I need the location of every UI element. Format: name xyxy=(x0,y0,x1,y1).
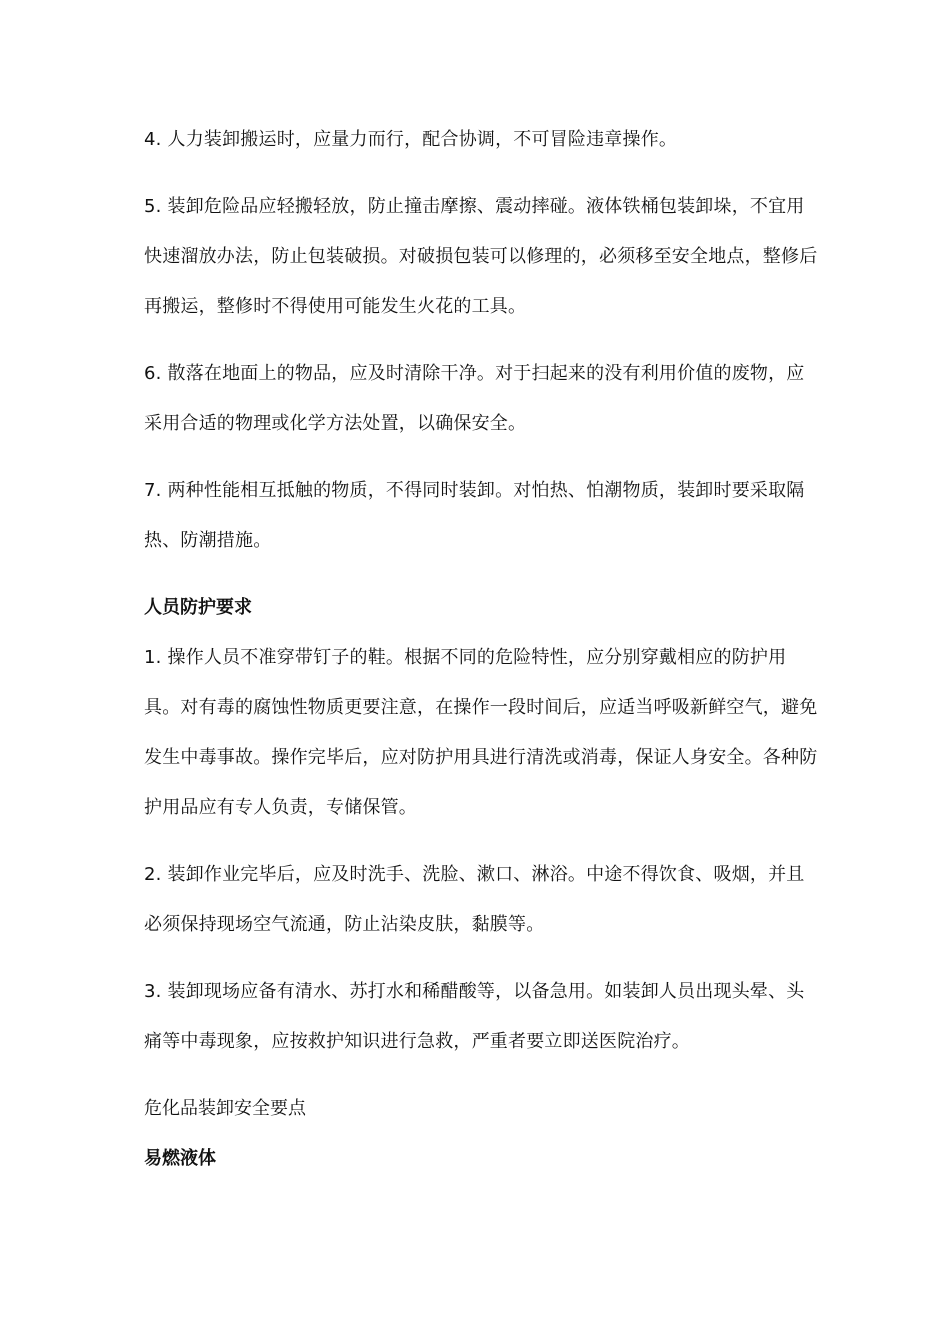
section-heading-flammable-liquids: 易燃液体 xyxy=(144,1148,216,1169)
paragraph-item-6: 6. 散落在地面上的物品，应及时清除干净。对于扫起来的没有利用价值的废物，应采用合适的物理或化学方法处置，以确保安全。 xyxy=(144,363,805,434)
paragraph-protection-1: 1. 操作人员不准穿带钉子的鞋。根据不同的危险特性，应分别穿戴相应的防护用具。对有毒的腐蚀性物质更要注意，在操作一段时间后，应适当呼吸新鲜空气，避免发生中毒事故。操作完毕后，应对防护用具进行清洗或消毒，保证人身安全。各种防护用品应有专人负责，专储保管。 xyxy=(144,647,818,818)
paragraph-item-5: 5. 装卸危险品应轻搬轻放，防止撞击摩擦、震动摔碰。液体铁桶包装卸垛，不宜用快速溜放办法，防止包装破损。对破损包装可以修理的，必须移至安全地点，整修后再搬运，整修时不得使用可能发生火花的工具。 xyxy=(144,196,818,317)
paragraph-protection-2: 2. 装卸作业完毕后，应及时洗手、洗脸、漱口、淋浴。中途不得饮食、吸烟，并且必须保持现场空气流通，防止沾染皮肤，黏膜等。 xyxy=(144,864,805,935)
section-title-loading-safety: 危化品装卸安全要点 xyxy=(144,1098,306,1119)
paragraph-protection-3: 3. 装卸现场应备有清水、苏打水和稀醋酸等，以备急用。如装卸人员出现头晕、头痛等中毒现象，应按救护知识进行急救，严重者要立即送医院治疗。 xyxy=(144,981,805,1052)
paragraph-item-7: 7. 两种性能相互抵触的物质，不得同时装卸。对怕热、怕潮物质，装卸时要采取隔热、防潮措施。 xyxy=(144,480,805,551)
section-heading-personnel-protection: 人员防护要求 xyxy=(144,597,252,618)
paragraph-item-4: 4. 人力装卸搬运时，应量力而行，配合协调，不可冒险违章操作。 xyxy=(144,129,678,150)
